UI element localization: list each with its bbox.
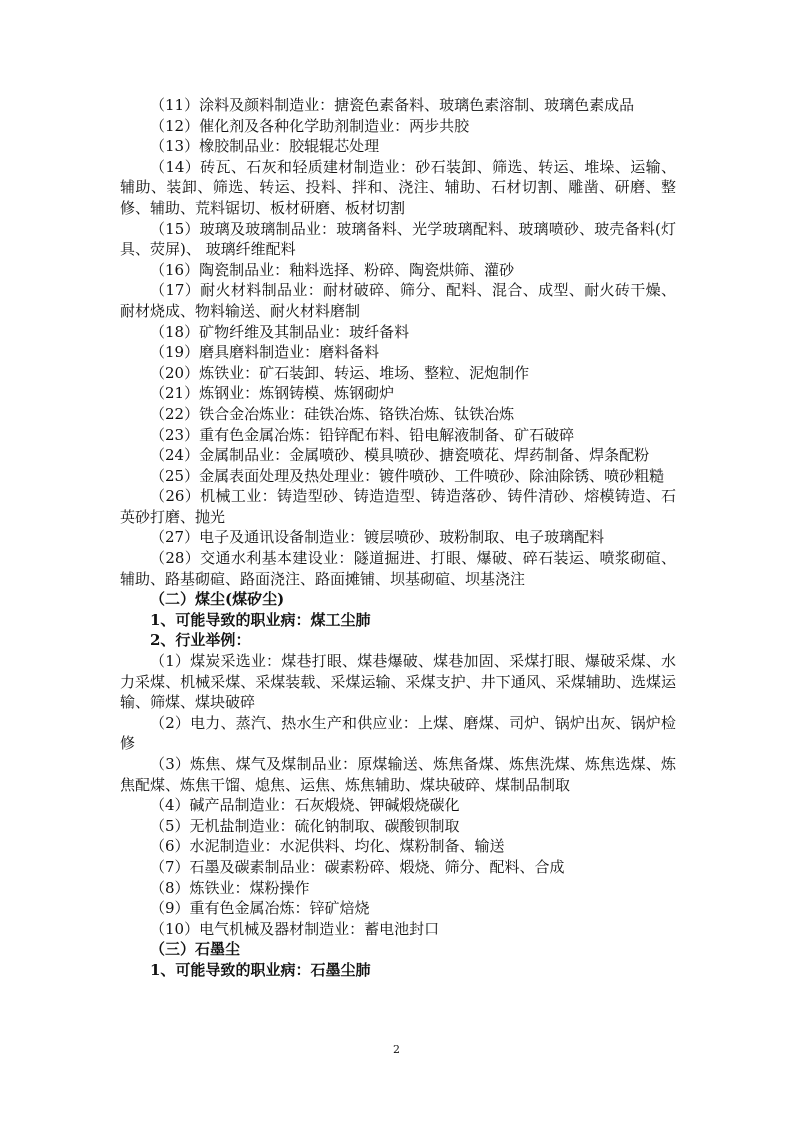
section-heading: 1、可能导致的职业病：石墨尘肺 [150,960,371,979]
paragraph: （16）陶瓷制品业：釉料选择、粉碎、陶瓷烘筛、灌砂 [150,260,515,279]
paragraph: （25）金属表面处理及热处理业：镀件喷砂、工件喷砂、除油除锈、喷砂粗糙 [150,466,665,485]
paragraph: （4）碱产品制造业：石灰煅烧、钾碱煅烧碳化 [150,796,460,815]
paragraph: （20）炼铁业：矿石装卸、转运、堆场、整粒、泥炮制作 [150,363,530,382]
document-body [120,95,676,981]
paragraph: （23）重有色金属冶炼：铅锌配布料、铅电解液制备、矿石破碎 [150,425,575,444]
paragraph: （18）矿物纤维及其制品业：玻纤备料 [150,322,410,341]
paragraph: （5）无机盐制造业：硫化钠制取、碳酸钡制取 [150,816,460,835]
paragraph: （14）砖瓦、石灰和轻质建材制造业：砂石装卸、筛选、转运、堆垛、运输、辅助、装卸、筛选、转运、投料、拌和、浇注、辅助、石材切割、雕凿、研磨、整修、辅助、荒料锯切、板材研磨、板材切割 [120,157,676,217]
section-heading: 1、可能导致的职业病：煤工尘肺 [150,610,371,629]
paragraph: （2）电力、蒸汽、热水生产和供应业：上煤、磨煤、司炉、锅炉出灰、锅炉检修 [120,713,676,753]
paragraph: （10）电气机械及器材制造业：蓄电池封口 [150,919,440,938]
page-number: 2 [393,1043,400,1056]
paragraph: （21）炼钢业：炼钢铸模、炼钢砌炉 [150,384,395,403]
paragraph: （11）涂料及颜料制造业：搪瓷色素备料、玻璃色素溶制、玻璃色素成品 [150,96,635,114]
paragraph: （17）耐火材料制品业：耐材破碎、筛分、配料、混合、成型、耐火砖干燥、耐材烧成、物料输送、耐火材料磨制 [120,281,676,320]
paragraph: （6）水泥制造业：水泥供料、均化、煤粉制备、输送 [150,837,505,856]
paragraph: （26）机械工业：铸造型砂、铸造造型、铸造落砂、铸件清砂、熔模铸造、石英砂打磨、抛光 [120,487,676,526]
section-heading: 2、行业举例： [150,631,251,650]
paragraph: （19）磨具磨料制造业：磨料备料 [150,343,380,362]
paragraph: （12）催化剂及各种化学助剂制造业：两步共胶 [150,116,470,135]
paragraph: （27）电子及通讯设备制造业：镀层喷砂、玻粉制取、电子玻璃配料 [150,528,605,547]
paragraph: （15）玻璃及玻璃制品业：玻璃备料、光学玻璃配料、玻璃喷砂、玻壳备料(灯具、荧屏)、 玻璃纤维配料 [120,219,676,259]
paragraph: （8）炼铁业：煤粉操作 [150,878,310,897]
section-heading: （二）煤尘(煤矽尘) [150,590,285,609]
paragraph: （7）石墨及碳素制品业：碳素粉碎、煅烧、筛分、配料、合成 [150,857,565,876]
section-heading: （三）石墨尘 [150,940,241,959]
paragraph: （13）橡胶制品业：胶辊辊芯处理 [150,137,380,156]
paragraph: （1）煤炭采选业：煤巷打眼、煤巷爆破、煤巷加固、采煤打眼、爆破采煤、水力采煤、机械采煤、采煤装载、采煤运输、采煤支护、井下通风、采煤辅助、选煤运输、筛煤、煤块破碎 [120,652,676,712]
paragraph: （9）重有色金属冶炼：锌矿焙烧 [150,899,370,918]
paragraph: （28）交通水利基本建设业：隧道掘进、打眼、爆破、碎石装运、喷浆砌碹、辅助、路基砌碹、路面浇注、路面摊铺、坝基砌碹、坝基浇注 [120,549,676,588]
paragraph: （24）金属制品业：金属喷砂、模具喷砂、搪瓷喷花、焊药制备、焊条配粉 [150,446,650,465]
paragraph: （22）铁合金冶炼业：硅铁冶炼、铬铁冶炼、钛铁冶炼 [150,404,515,423]
paragraph: （3）炼焦、煤气及煤制品业：原煤输送、炼焦备煤、炼焦洗煤、炼焦选煤、炼焦配煤、炼焦干馏、熄焦、运焦、炼焦辅助、煤块破碎、煤制品制取 [120,755,676,794]
